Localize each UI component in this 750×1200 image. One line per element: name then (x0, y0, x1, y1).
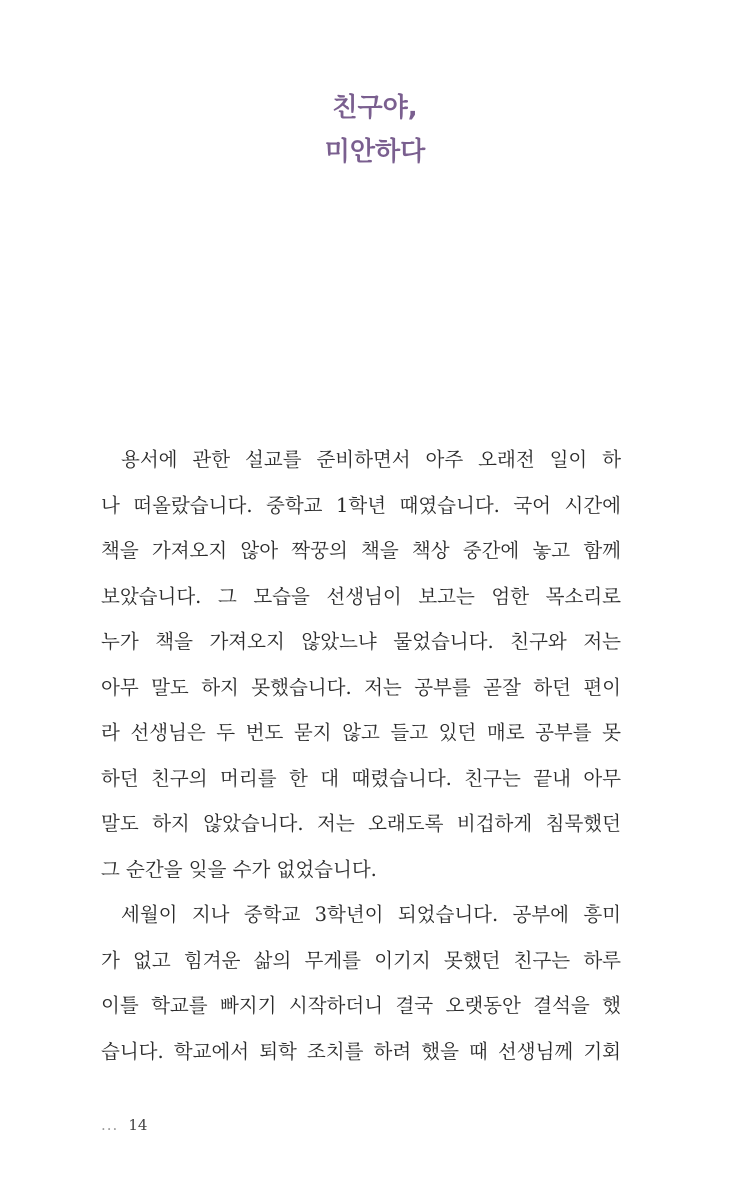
footer-dots: ... (101, 1116, 119, 1134)
text-line: 가 없고 힘겨운 삶의 무게를 이기지 못했던 친구는 하루 (101, 948, 621, 972)
text-line: 하던 친구의 머리를 한 대 때렸습니다. 친구는 끝내 아무 (101, 766, 621, 790)
text-line: 누가 책을 가져오지 않았느냐 물었습니다. 친구와 저는 (101, 630, 621, 653)
text-line: 나 떠올랐습니다. 중학교 1학년 때였습니다. 국어 시간에 (101, 493, 621, 517)
paragraph-2 (101, 892, 621, 1074)
text-line: 이틀 학교를 빠지기 시작하더니 결국 오랫동안 결석을 했 (101, 994, 621, 1017)
text-line: 용서에 관한 설교를 준비하면서 아주 오래전 일이 하 (121, 448, 621, 471)
chapter-title-line-1: 친구야, (332, 93, 418, 123)
paragraph-1 (101, 437, 621, 892)
chapter-title-line-2: 미안하다 (324, 137, 426, 167)
text-line: 책을 가져오지 않아 짝꿍의 책을 책상 중간에 놓고 함께 (101, 539, 621, 562)
chapter-title (0, 86, 750, 174)
text-line: 말도 하지 않았습니다. 저는 오래도록 비겁하게 침묵했던 (101, 812, 621, 835)
page-footer (101, 1116, 147, 1134)
text-line: 습니다. 학교에서 퇴학 조치를 하려 했을 때 선생님께 기회 (101, 1039, 621, 1063)
body-text (101, 437, 621, 1074)
text-line: 라 선생님은 두 번도 묻지 않고 들고 있던 매로 공부를 못 (101, 721, 621, 744)
text-line: 그 순간을 잊을 수가 없었습니다. (101, 857, 377, 881)
text-line: 아무 말도 하지 못했습니다. 저는 공부를 곧잘 하던 편이 (101, 675, 621, 699)
page-number: 14 (128, 1116, 148, 1134)
text-line: 세월이 지나 중학교 3학년이 되었습니다. 공부에 흥미 (121, 903, 621, 926)
text-line: 보았습니다. 그 모습을 선생님이 보고는 엄한 목소리로 (101, 584, 621, 608)
